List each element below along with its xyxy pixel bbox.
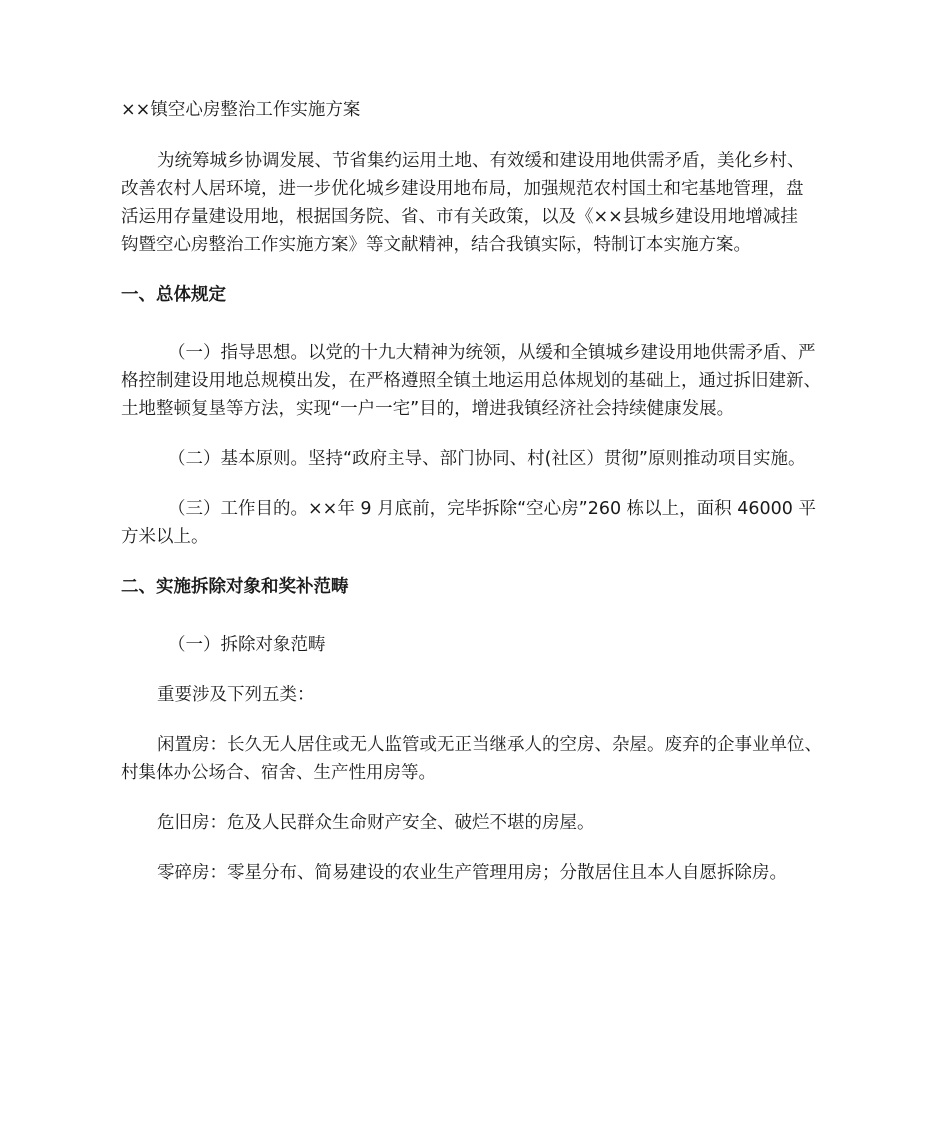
text-line: （三）工作目的。××年 9 月底前，完毕拆除“空心房”260 栋以上，面积 46000 平 <box>168 499 816 519</box>
text-line: 改善农村人居环境，进一步优化城乡建设用地布局，加强规范农村国土和宅基地管理，盘 <box>121 179 804 199</box>
text-line: 危旧房：危及人民群众生命财产安全、破烂不堪的房屋。 <box>157 813 595 833</box>
text-line: 村集体办公场合、宿舍、生产性用房等。 <box>121 763 436 783</box>
basic-principle-paragraph <box>121 445 839 473</box>
text-line: （一）拆除对象范畴 <box>168 635 326 655</box>
section-heading-general: 一、总体规定 <box>121 285 226 305</box>
document-page <box>121 96 839 909</box>
work-goal-paragraph <box>121 495 839 551</box>
intro-paragraph <box>121 147 839 259</box>
text-line: 方米以上。 <box>121 527 209 547</box>
text-line: 活运用存量建设用地，根据国务院、省、市有关政策，以及《××县城乡建设用地增减挂 <box>121 207 798 227</box>
dangerous-housing-paragraph <box>121 809 839 837</box>
text-line: 土地整顿复垦等方法，实现“一户一宅”目的，增进我镇经济社会持续健康发展。 <box>121 399 735 419</box>
text-line: 为统筹城乡协调发展、节省集约运用土地、有效缓和建设用地供需矛盾，美化乡村、 <box>157 151 805 171</box>
guiding-ideology-paragraph <box>121 339 839 423</box>
demolition-scope-subheading <box>121 631 839 659</box>
text-line: （二）基本原则。坚持“政府主导、部门协同、村(社区）贯彻”原则推动项目实施。 <box>168 449 806 469</box>
idle-housing-paragraph <box>121 731 839 787</box>
text-line: 格控制建设用地总规模出发，在严格遵照全镇土地运用总体规划的基础上，通过拆旧建新、 <box>121 371 821 391</box>
text-line: （一）指导思想。以党的十九大精神为统领，从缓和全镇城乡建设用地供需矛盾、严 <box>168 343 816 363</box>
text-line: 钩暨空心房整治工作实施方案》等文献精神，结合我镇实际，特制订本实施方案。 <box>121 235 751 255</box>
text-line: 零碎房：零星分布、简易建设的农业生产管理用房；分散居住且本人自愿拆除房。 <box>157 863 787 883</box>
section-heading-demolition-scope: 二、实施拆除对象和奖补范畴 <box>121 577 349 597</box>
document-title: ××镇空心房整治工作实施方案 <box>121 100 361 120</box>
text-line: 重要涉及下列五类： <box>157 685 315 705</box>
scattered-housing-paragraph <box>121 859 839 887</box>
five-types-lead <box>121 681 839 709</box>
text-line: 闲置房：长久无人居住或无人监管或无正当继承人的空房、杂屋。废弃的企事业单位、 <box>157 735 822 755</box>
